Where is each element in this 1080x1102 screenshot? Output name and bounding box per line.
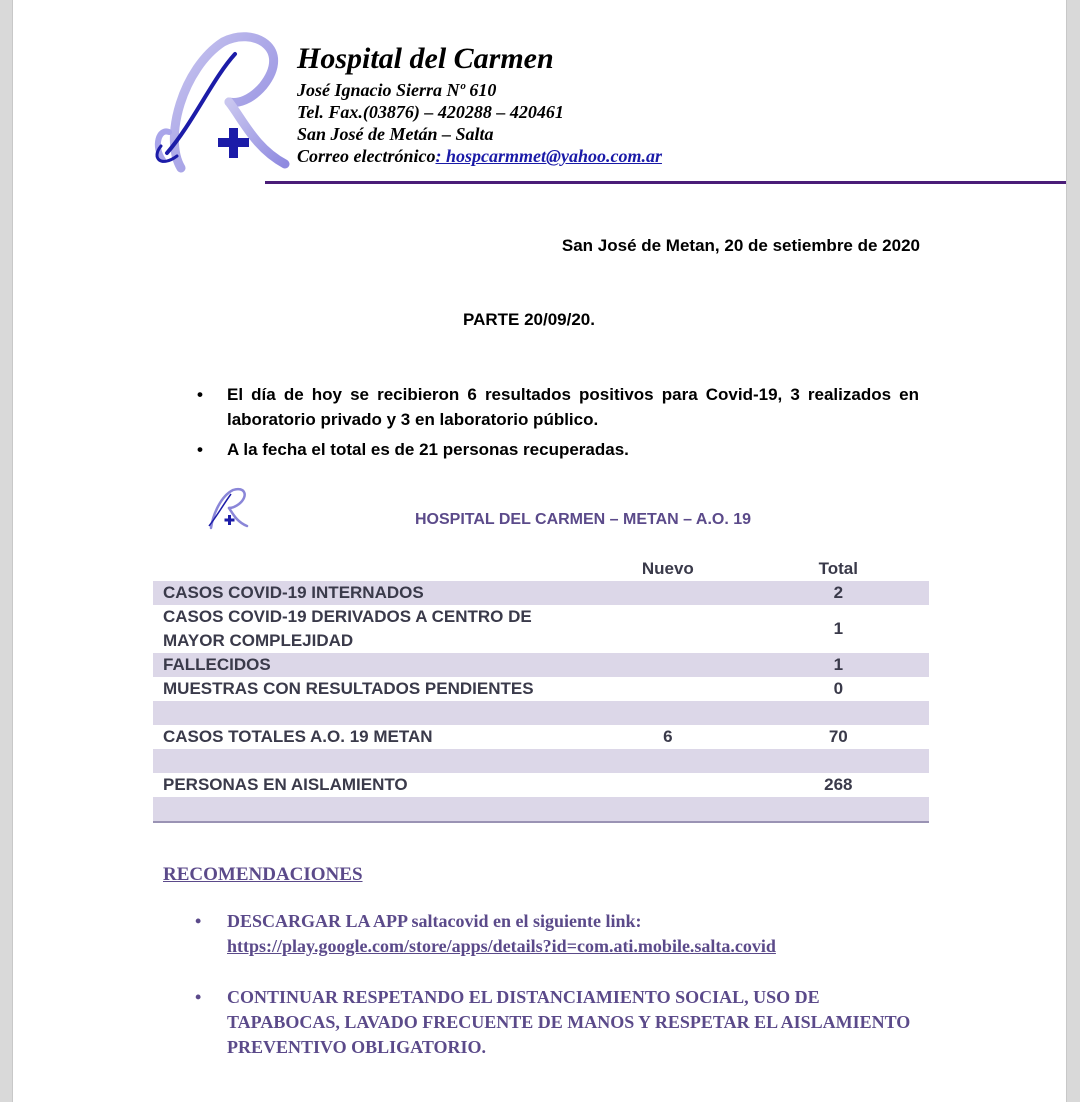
row-total: 1 [748,653,929,677]
row-nuevo [588,749,748,773]
row-label [153,701,588,725]
row-label: FALLECIDOS [153,653,588,677]
recommendation-item [193,909,913,959]
table-row [153,677,929,701]
row-label [153,797,588,822]
row-label [153,749,588,773]
email-label: Correo electrónico [297,146,436,166]
recommendations-list [193,909,913,1060]
row-nuevo [588,773,748,797]
row-nuevo [588,797,748,822]
row-nuevo [588,581,748,605]
row-nuevo [588,677,748,701]
bullet-dot-icon: • [197,385,203,404]
table-row [153,653,929,677]
hospital-phone: Tel. Fax.(03876) – 420288 – 420461 [297,102,564,122]
row-nuevo [588,605,748,653]
row-label: PERSONAS EN AISLAMIENTO [163,775,408,794]
table-row-empty [153,701,929,725]
table-row [153,773,929,797]
table-row [153,605,929,653]
bullet-dot-icon: • [195,987,202,1007]
row-total [748,797,929,822]
row-label: CASOS COVID-19 DERIVADOS A CENTRO DE MAYOR COMPLEJIDAD [163,607,532,650]
row-label: CASOS COVID-19 INTERNADOS [153,581,588,605]
row-total: 1 [833,619,844,638]
header-label-cell [153,557,588,581]
row-nuevo [588,701,748,725]
table-row-empty [153,797,929,822]
email-link[interactable]: : hospcarmmet@yahoo.com.ar [435,146,662,166]
hospital-address: José Ignacio Sierra Nº 610 [297,80,497,100]
table-title: HOSPITAL DEL CARMEN – METAN – A.O. 19 [415,511,752,528]
hospital-name: Hospital del Carmen [297,42,554,75]
recommendation-text: DESCARGAR LA APP saltacovid en el siguiente link: [227,911,642,931]
bullet-dot-icon: • [195,911,202,931]
row-total: 70 [828,727,848,746]
header-total: Total [818,559,858,578]
row-nuevo [588,653,748,677]
row-total [748,749,929,773]
summary-bullet-text: A la fecha el total es de 21 personas recuperadas. [227,440,629,459]
hospital-email-line [297,145,662,167]
header-rule [265,181,1066,184]
table-row [153,581,929,605]
summary-bullet [195,437,919,462]
row-total: 0 [833,679,844,698]
document-page [12,0,1067,1102]
recommendation-text: CONTINUAR RESPETANDO EL DISTANCIAMIENTO SOCIAL, USO DE TAPABOCAS, LAVADO FRECUENTE DE MANOS Y RESPETAR EL AISLAMIENTO PREVENTIVO OBLIGATORIO. [227,987,911,1057]
table-row-empty [153,749,929,773]
row-total: 268 [824,775,853,794]
recommendations-title: RECOMENDACIONES [163,864,363,885]
hospital-city: San José de Metán – Salta [297,124,494,144]
table-header-row [153,557,929,581]
row-total: 2 [748,581,929,605]
table-row [153,725,929,749]
bullet-dot-icon: • [197,440,203,459]
small-hospital-logo-icon [203,486,249,532]
summary-bullet [195,382,919,432]
date-line: San José de Metan, 20 de setiembre de 2020 [561,236,920,255]
row-nuevo: 6 [663,727,673,746]
hospital-logo-icon [143,28,293,176]
report-title: PARTE 20/09/20. [463,310,595,329]
stats-table [153,557,929,823]
row-label: CASOS TOTALES A.O. 19 METAN [163,727,433,746]
app-download-link[interactable]: https://play.google.com/store/apps/details?id=com.ati.mobile.salta.covid [227,936,776,956]
header-nuevo: Nuevo [641,559,694,578]
recommendation-item [193,985,913,1060]
summary-bullets [195,382,919,467]
summary-bullet-text: El día de hoy se recibieron 6 resultados positivos para Covid-19, 3 realizados en laboratorio privado y 3 en laboratorio público. [227,385,919,429]
row-total [748,701,929,725]
row-label: MUESTRAS CON RESULTADOS PENDIENTES [163,679,534,698]
